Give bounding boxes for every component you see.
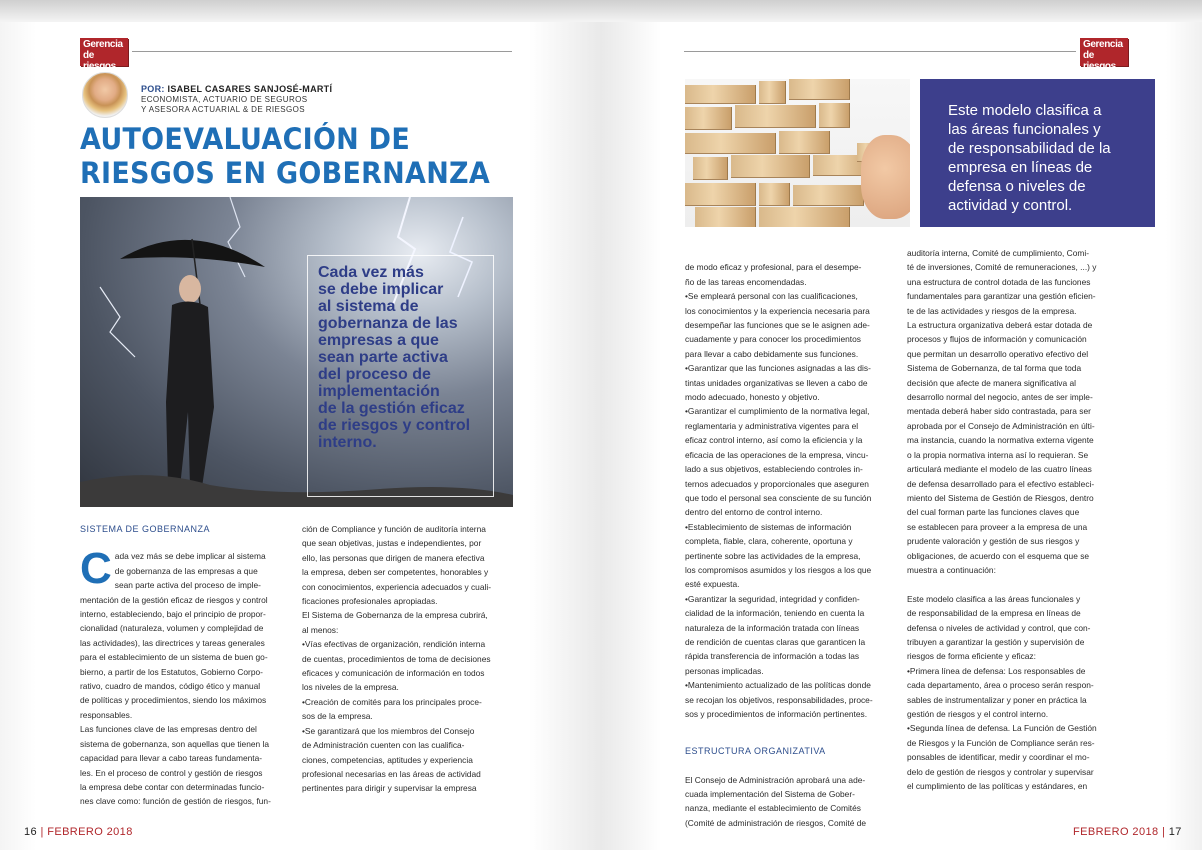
badge-right-line-1: Gerencia bbox=[1083, 39, 1123, 50]
byline-por: POR: bbox=[141, 84, 165, 94]
right-footer: FEBRERO 2018 | 17 bbox=[1073, 826, 1182, 838]
left-footer-date: FEBRERO 2018 bbox=[47, 826, 133, 838]
column-spacer bbox=[685, 721, 900, 729]
left-page bbox=[0, 0, 596, 850]
block bbox=[819, 103, 850, 128]
author-role-2: Y ASESORA ACTUARIAL & DE RIESGOS bbox=[141, 105, 305, 114]
badge-line-1: Gerencia bbox=[83, 39, 123, 50]
author-avatar bbox=[82, 72, 128, 118]
right-page-number: 17 bbox=[1168, 826, 1182, 838]
hand bbox=[861, 135, 910, 219]
block bbox=[735, 105, 816, 128]
highlight-text: Este modelo clasifica a las áreas funcionales y de responsabilidad de la empresa en líneas de defensa o niveles de actividad y control. bbox=[948, 102, 1111, 214]
title-line-1: AUTOEVALUACIÓN DE bbox=[80, 122, 411, 156]
section-badge bbox=[80, 38, 128, 72]
block bbox=[759, 81, 786, 104]
block bbox=[789, 79, 850, 100]
block bbox=[685, 183, 756, 206]
block bbox=[685, 85, 756, 104]
article-title bbox=[80, 122, 490, 190]
body-column-3-tail: El Consejo de Administración aprobará una ade- cuada implementación del Sistema de Gober- nanza, mediante el establecimiento de Comités (Comité de administración de riesgos, Comité de bbox=[685, 774, 867, 828]
author-role bbox=[141, 95, 308, 115]
body-column-2: ción de Compliance y función de auditoría interna que sean objetivas, justas e independientes, por ello, las personas que dirigen de manera efectiva la empresa, deben ser competentes, honorables y con conocimientos, experiencia adecuados y cuali- ficaciones profesionales apropiadas. El Sistema de Gobernanza de la empresa cubrirá, al menos: •Vías efectivas de organización, rendición interna de cuentas, procedimientos de toma de decisiones eficaces y comunicación de información en todos los niveles de la empresa. •Creación de comités para los principales proce- sos de la empresa. •Se garantizará que los miembros del Consejo de Administración cuenten con las cualifica- ciones, competencias, aptitudes y experiencia profesional necesarias en las áreas de actividad pertinentes para dirigir y supervisar la empresa bbox=[302, 524, 492, 794]
block bbox=[685, 107, 732, 130]
block bbox=[779, 131, 830, 154]
author-byline bbox=[141, 84, 332, 94]
header-rule bbox=[132, 51, 512, 52]
block bbox=[793, 185, 864, 206]
badge-line-2: de riesgos bbox=[83, 50, 116, 72]
right-footer-date: FEBRERO 2018 bbox=[1073, 826, 1159, 838]
body-column-4: auditoría interna, Comité de cumplimiento, Comi- té de inversiones, Comité de remuneraciones, ...) y una estructura de control dotada de las funciones fundamentales para garantizar una gestión eficien- te de las actividades y riesgos de la empresa. La estructura organizativa deberá estar dotada de procesos y flujos de información y comunicación que permitan un desarrollo operativo efectivo del Sistema de Gobernanza, de tal forma que toda decisión que afecte de manera significativa al desarrollo normal del negocio, antes de ser imple- mentada deberá haber sido contrastada, para ser aprobada por el Consejo de Administración en últi- ma instancia, cuando la normativa externa vigente o la propia normativa interna así lo requieran. Se articulará mediante el modelo de las cuatro líneas de defensa desarrollado para el efectivo estableci- miento del Sistema de Gestión de Riesgos, dentro del cual forman parte las funciones claves que se establecen para proveer a la empresa de una prudente valoración y gestión de sus riesgos y obligaciones, de acuerdo con el esquema que se muestra a continuación: Este modelo clasifica a las áreas funcionales y de responsabilidad de la empresa en líneas de defensa o niveles de actividad y control, que con- tribuyen a garantizar la gestión y supervisión de riesgos de forma eficiente y eficaz: •Primera línea de defensa: Los responsables de cada departamento, área o proceso serán respon- sables de instrumentalizar y poner en práctica la gestión de riesgos y el control interno. •Segunda línea de defensa. La Función de Gestión de Riesgos y la Función de Compliance serán res- ponsables de identificar, medir y coordinar el mo- delo de gestión de riesgos y controlar y supervisar el cumplimiento de las políticas y estándares, en bbox=[907, 248, 1097, 792]
block bbox=[759, 207, 850, 227]
body-column-1-text: mentación de la gestión eficaz de riesgos y control interno, estableciendo, bajo el principio de propor- cionalidad (naturaleza, volumen y complejidad de las actividades), las directrices y tareas generales para el establecimiento de un sistema de buen go- bierno, a partir de los Estatutos, Gobierno Corpo- rativo, cuadro de mandos, código ético y manual de políticas y procedimientos, siendo los máximos responsables. Las funciones clave de las empresas dentro del sistema de gobernanza, son aquellas que tienen la capacidad para llevar a cabo tareas fundamenta- les. En el proceso de control y gestión de riesgos la empresa debe contar con determinadas funcio- nes clave como: función de gestión de riesgos, fun- bbox=[80, 594, 271, 807]
body-column-1 bbox=[80, 535, 292, 809]
block bbox=[731, 155, 810, 178]
title-line-2: RIESGOS EN GOBERNANZA bbox=[80, 156, 491, 190]
byline-author: ISABEL CASARES SANJOSÉ-MARTÍ bbox=[167, 84, 333, 94]
left-page-number: 16 bbox=[24, 826, 38, 838]
block bbox=[759, 183, 790, 206]
author-role-1: ECONOMISTA, ACTUARIO DE SEGUROS bbox=[141, 95, 308, 104]
drop-cap: C bbox=[80, 544, 112, 594]
block bbox=[695, 207, 756, 227]
jenga-blocks-photo bbox=[685, 79, 910, 227]
body-column-3 bbox=[685, 246, 900, 830]
block bbox=[693, 157, 728, 180]
section-heading-gobernanza: SISTEMA DE GOBERNANZA bbox=[80, 524, 211, 534]
section-heading-estructura: ESTRUCTURA ORGANIZATIVA bbox=[685, 745, 826, 756]
body-column-1-intro: ada vez más se debe implicar al sistema de gobernanza de las empresas a que sean parte activa del proceso de imple- bbox=[114, 551, 266, 591]
pull-quote: Cada vez más se debe implicar al sistema de gobernanza de las empresas a que sean parte activa del proceso de implementación de la gestión eficaz de riesgos y control interno. bbox=[318, 264, 471, 451]
right-page bbox=[606, 0, 1202, 850]
section-badge-right bbox=[1080, 38, 1128, 72]
left-footer: 16 | FEBRERO 2018 bbox=[24, 826, 133, 838]
block bbox=[685, 133, 776, 154]
badge-right-line-2: de riesgos bbox=[1083, 50, 1116, 72]
body-column-3-text: de modo eficaz y profesional, para el desempe- ño de las tareas encomendadas. •Se empleará personal con las cualificaciones, los conocimientos y la experiencia necesaria para desempeñar las funciones que se le asignen ade- cuadamente y para conocer los procedimientos para llevar a cabo debidamente sus funciones. •Garantizar que las funciones asignadas a las dis- tintas unidades organizativas se lleven a cabo de modo adecuado, honesto y objetivo. •Garantizar el cumplimiento de la normativa legal, reglamentaria y administrativa vigentes para el eficaz control interno, así como la eficiencia y la eficacia de las operaciones de la empresa, vincu- lado a sus objetivos, estableciendo controles in- ternos adecuados y proporcionales que aseguren que todo el personal sea consciente de su función dentro del entorno de control interno. •Establecimiento de sistemas de información completa, fiable, clara, coherente, oportuna y pertinente sobre las actividades de la empresa, los compromisos asumidos y los riesgos a los que esté expuesta. •Garantizar la seguridad, integridad y confiden- cialidad de la información, teniendo en cuenta la naturaleza de la información tratada con líneas de rendición de cuentas claras que garanticen la rápida transferencia de información a todas las personas implicadas. •Mantenimiento actualizado de las políticas donde se recojan los objetivos, responsabilidades, proce- sos y procedimientos de información pertinentes. bbox=[685, 262, 873, 719]
header-rule-right bbox=[684, 51, 1076, 52]
